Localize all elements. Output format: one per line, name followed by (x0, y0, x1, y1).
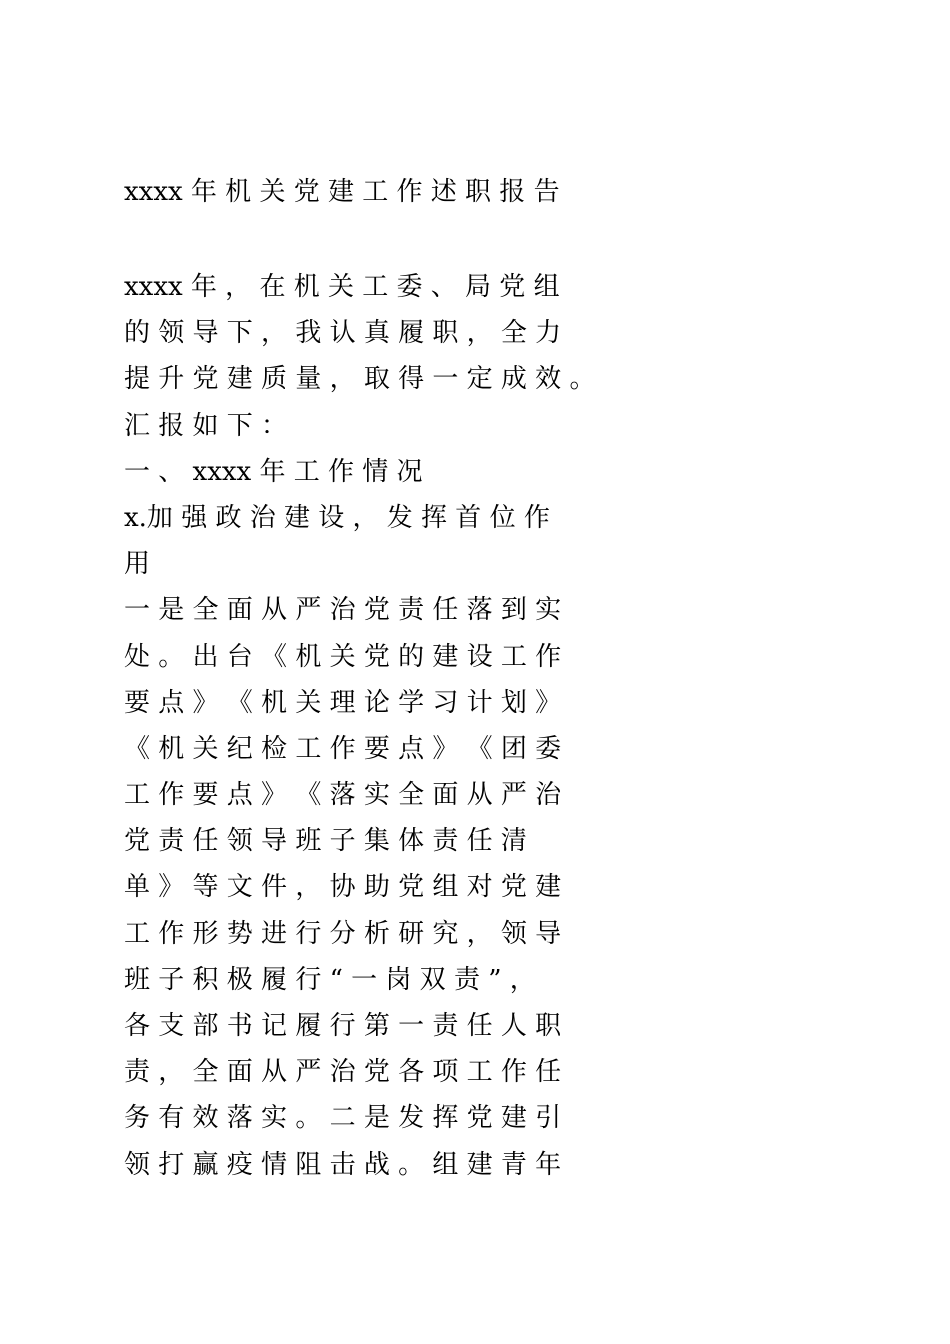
text-line: 一 是 全 面 从 严 治 党 责 任 落 到 实 (124, 595, 562, 626)
document-title: xxxx 年 机 关 党 建 工 作 述 职 报 告 (124, 177, 560, 207)
text-line: 处 。 出 台 《 机 关 党 的 建 设 工 作 (124, 641, 562, 672)
document-body (124, 264, 844, 1188)
text-line: xxxx 年 ， 在 机 关 工 委 、 局 党 组 (124, 272, 560, 302)
text-line: 工 作 要 点 》 《 落 实 全 面 从 严 治 (124, 780, 562, 811)
text-line: 领 打 赢 疫 情 阻 击 战 。 组 建 青 年 (124, 1149, 562, 1180)
text-line: 汇 报 如 下 ： (124, 410, 288, 441)
text-line: 各 支 部 书 记 履 行 第 一 责 任 人 职 (124, 1011, 562, 1041)
text-line: 《 机 关 纪 检 工 作 要 点 》 《 团 委 (124, 733, 562, 764)
text-line: 工 作 形 势 进 行 分 析 研 究 ， 领 导 (124, 918, 562, 949)
section-heading: 一 、 xxxx 年 工 作 情 况 (124, 456, 423, 487)
text-line: 党 责 任 领 导 班 子 集 体 责 任 清 (124, 826, 527, 857)
text-line: 单 》 等 文 件 ， 协 助 党 组 对 党 建 (124, 872, 562, 903)
text-line: 责 ， 全 面 从 严 治 党 各 项 工 作 任 (124, 1057, 562, 1088)
text-line: 的 领 导 下 ， 我 认 真 履 职 ， 全 力 (124, 318, 562, 349)
text-line: 班 子 积 极 履 行 “ 一 岗 双 责 ” ， (124, 964, 536, 995)
text-line: 务 有 效 落 实 。 二 是 发 挥 党 建 引 (124, 1103, 562, 1134)
text-line: 要 点 》 《 机 关 理 论 学 习 计 划 》 (124, 687, 562, 718)
subsection-heading: x.加 强 政 治 建 设 ， 发 挥 首 位 作 (124, 502, 550, 533)
subsection-heading-cont: 用 (124, 549, 151, 580)
text-line: 提 升 党 建 质 量 ， 取 得 一 定 成 效 。 (124, 364, 596, 395)
